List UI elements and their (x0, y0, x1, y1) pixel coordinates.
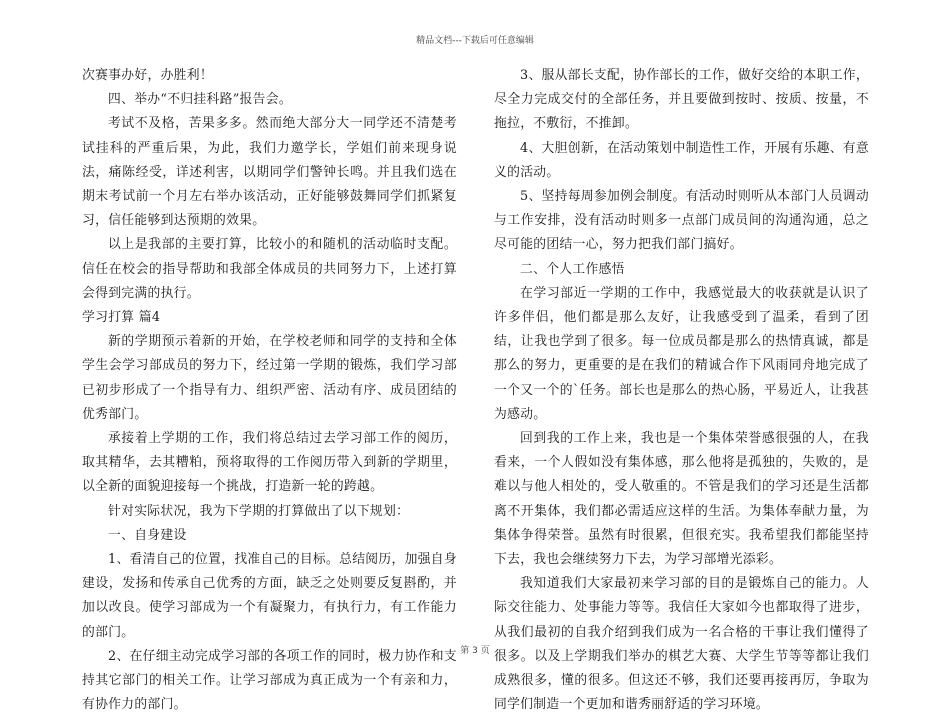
right-column (494, 64, 869, 717)
paragraph: 4、大胆创新，在活动策划中制造性工作，开展有乐趣、有意义的活动。 (494, 140, 869, 180)
page-number: 第 3 页 (460, 646, 490, 656)
left-column (82, 64, 457, 717)
paragraph: 考试不及格，苦果多多。然而绝大部分大一同学还不清楚考试挂科的严重后果，为此，我们力邀学长，学姐们前来现身说法，痛陈经受，详述利害，以期同学们警钟长鸣。并且我们选在期末考试前一个月左右举办该活动，正好能够鼓舞同学们抓紧复习，信任能够到达预期的效果。 (82, 116, 457, 229)
paragraph: 学习打算 篇4 (82, 310, 161, 326)
paragraph: 在学习部近一学期的工作中，我感觉最大的收获就是认识了许多伴侣，他们都是那么友好，让我感受到了温柔，看到了团结，让我也学到了很多。每一位成员都是那么的热情真诚，都是那么的努力，更重要的是在我们的精诚合作下风雨同舟地完成了一个又一个的`任务。部长也是那么的热心肠，平易近人，让我甚为感动。 (494, 285, 869, 422)
paragraph: 5、坚持每周参加例会制度。有活动时则听从本部门人员调动与工作安排，没有活动时则多一点部门成员间的沟通沟通，总之尽可能的团结一心，努力把我们部门搞好。 (494, 189, 869, 253)
paragraph: 次赛事办好，办胜利！ (82, 68, 213, 83)
paragraph: 四、举办“不归挂科路”报告会。 (108, 92, 292, 108)
paragraph: 1、看清自己的位置，找准自己的目标。总结阅历，加强自身建设，发扬和传承自己优秀的方面，缺乏之处则要反复斟酌，并加以改良。使学习部成为一个有凝聚力，有执行力，有工作能力的部门。 (82, 552, 457, 640)
paragraph: 新的学期预示着新的开始，在学校老师和同学的支持和全体学生会学习部成员的努力下，经过第一学期的锻炼，我们学习部已初步形成了一个指导有力、组织严密、活动有序、成员团结的优秀部门。 (82, 334, 457, 422)
paragraph: 我知道我们大家最初来学习部的目的是锻炼自己的能力。人际交往能力、处事能力等等。我信任大家如今也都取得了进步，从我们最初的自我介绍到我们成为一名合格的干事让我们懂得了很多。以及上学期我们举办的棋艺大赛、大学生节等等都让我们成熟很多，懂的很多。但这还不够，我们还要再接再厉，争取为同学们制造一个更加和谐秀丽舒适的学习环境。 (494, 576, 869, 713)
paragraph: 针对实际状况，我为下学期的打算做出了以下规划： (108, 503, 410, 519)
paragraph: 回到我的工作上来，我也是一个集体荣誉感很强的人，在我看来，一个人假如没有集体感，那么他将是孤独的，失败的，是难以与他人相处的，受人敬重的。不管是我们的学习还是生活都离不开集体，我们都必需适应这样的生活。为集体奉献力量，为集体争得荣誉。虽然有时很累，但很充实。我希望我们都能坚持下去，我也会继续努力下去，为学习部增光添彩。 (494, 431, 869, 568)
paragraph: 3、服从部长支配，协作部长的工作，做好交给的本职工作，尽全力完成交付的全部任务，并且要做到按时、按质、按量，不拖拉，不敷衍，不推卸。 (494, 68, 869, 132)
paragraph: 一、自身建设 (108, 527, 187, 543)
paragraph: 以上是我部的主要打算，比较小的和随机的活动临时支配。信任在校会的指导帮助和我部全体成员的共同努力下，上述打算会得到完满的执行。 (82, 237, 457, 301)
paragraph: 2、在仔细主动完成学习部的各项工作的同时，极力协作和支持其它部门的相关工作。让学习部成为真正成为一个有亲和力，有协作力的部门。 (82, 648, 457, 713)
paragraph: 承接着上学期的工作，我们将总结过去学习部工作的阅历，取其精华，去其糟粕，预将取得的工作阅历带入到新的学期里，以全新的面貌迎接每一个挑战，打造新一轮的跨越。 (82, 431, 457, 495)
page-header: 精品文档---下载后可任意编辑 (416, 36, 534, 46)
paragraph: 二、个人工作感悟 (520, 261, 625, 277)
